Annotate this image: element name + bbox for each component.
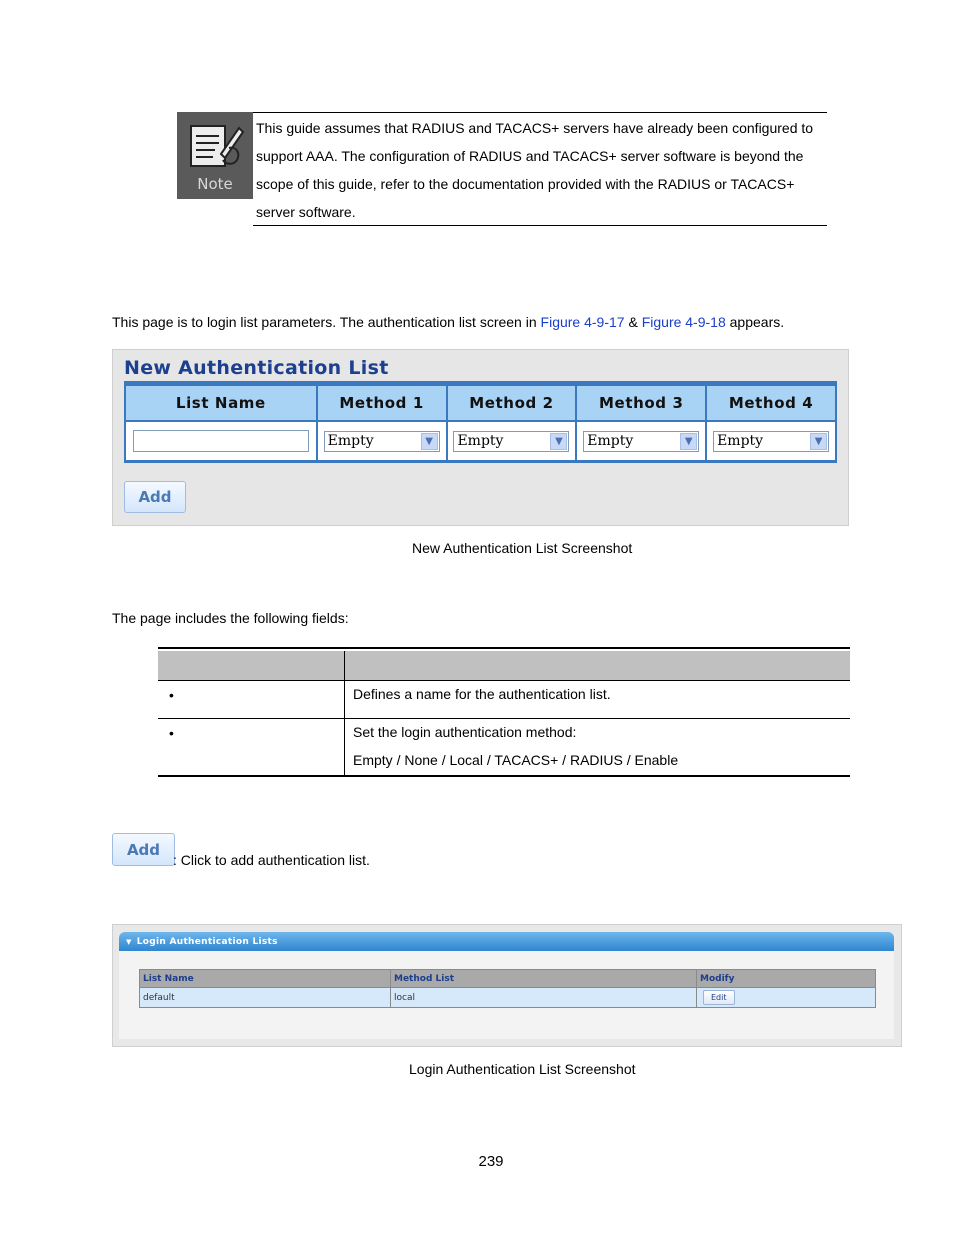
method-1-value: Empty: [327, 433, 374, 449]
note-line: server software.: [256, 204, 356, 220]
new-auth-list-table: [124, 381, 837, 463]
method-4-select[interactable]: [713, 431, 829, 452]
list-name-cell: [124, 420, 318, 460]
panel-title: Login Authentication Lists: [136, 936, 278, 947]
object-cell: [158, 719, 345, 775]
login-auth-lists-table: [139, 969, 876, 1008]
note-text: [256, 114, 826, 226]
note-line: This guide assumes that RADIUS and TACACS+ servers have already been configured to: [256, 120, 814, 136]
intro-text: This page is to login list parameters. The authentication list screen in: [112, 314, 541, 330]
note-line: support AAA. The configuration of RADIUS and TACACS+ server software is beyond the: [256, 148, 804, 164]
bullet: •: [169, 687, 174, 703]
method-3-select[interactable]: [583, 431, 699, 452]
collapse-arrow-icon[interactable]: ▼: [126, 937, 132, 946]
add-button-description: : Click to add authentication list.: [173, 852, 370, 868]
description-line: Defines a name for the authentication list.: [353, 686, 611, 702]
notepad-pen-icon: [185, 118, 245, 176]
header-object: [158, 651, 345, 680]
method-2-value: Empty: [457, 433, 504, 449]
method-3-value: Empty: [587, 433, 634, 449]
header-method-1: Method 1: [318, 386, 448, 420]
table-header-row: [124, 386, 837, 420]
panel-title: New Authentication List: [124, 357, 389, 379]
method-2-cell: [448, 420, 578, 460]
table-header-row: [140, 970, 875, 987]
edit-button[interactable]: Edit: [703, 990, 735, 1005]
page-number: 239: [478, 1153, 504, 1170]
method-1-cell: [318, 420, 448, 460]
header-list-name: List Name: [140, 970, 391, 987]
list-name-value: default: [140, 987, 391, 1007]
chevron-down-icon[interactable]: ▼: [421, 433, 438, 450]
table-input-row: [124, 420, 837, 460]
description-line: Empty / None / Local / TACACS+ / RADIUS / Enable: [353, 752, 679, 768]
note-label: Note: [197, 175, 233, 193]
chevron-down-icon[interactable]: ▼: [810, 433, 827, 450]
header-method-4: Method 4: [707, 386, 837, 420]
note-icon: [177, 112, 253, 199]
table-bottom-rule: [158, 775, 850, 777]
login-auth-lists-frame: [119, 932, 894, 1039]
note-bottom-rule: [253, 225, 827, 226]
table-row: [158, 718, 850, 775]
intro-amp: &: [624, 314, 642, 330]
login-auth-lists-titlebar[interactable]: [119, 932, 894, 951]
figure-link-4-9-17[interactable]: Figure 4-9-17: [540, 314, 625, 330]
table-row: [140, 987, 875, 1007]
header-list-name: List Name: [124, 386, 318, 420]
method-4-value: Empty: [717, 433, 764, 449]
method-list-value: local: [391, 987, 697, 1007]
description-cell: [345, 719, 850, 775]
description-line: Set the login authentication method:: [353, 724, 577, 740]
figure-caption-login-auth-list: Login Authentication List Screenshot: [409, 1061, 636, 1077]
add-button[interactable]: Add: [124, 481, 186, 513]
new-authentication-list-panel: [112, 349, 849, 526]
method-3-cell: [577, 420, 707, 460]
intro-text-end: appears.: [725, 314, 785, 330]
method-4-cell: [707, 420, 837, 460]
fields-table: [158, 647, 850, 777]
header-method-3: Method 3: [577, 386, 707, 420]
figure-link-4-9-18[interactable]: Figure 4-9-18: [641, 314, 726, 330]
header-modify: Modify: [697, 970, 875, 987]
add-button-illustration[interactable]: Add: [112, 833, 175, 866]
description-cell: [345, 681, 850, 718]
method-1-select[interactable]: [324, 431, 440, 452]
chevron-down-icon[interactable]: ▼: [680, 433, 697, 450]
header-description: [345, 651, 850, 680]
list-name-input[interactable]: [133, 430, 309, 452]
login-authentication-lists-panel: [112, 924, 902, 1047]
note-top-rule: [253, 112, 827, 113]
intro-paragraph: [112, 314, 784, 330]
bullet: •: [169, 725, 174, 741]
header-method-list: Method List: [391, 970, 697, 987]
figure-caption-new-auth-list: New Authentication List Screenshot: [412, 540, 633, 556]
fields-intro: The page includes the following fields:: [112, 610, 349, 626]
fields-table-header: [158, 651, 850, 680]
note-line: scope of this guide, refer to the documentation provided with the RADIUS or TACACS+: [256, 176, 795, 192]
chevron-down-icon[interactable]: ▼: [550, 433, 567, 450]
table-row: [158, 680, 850, 718]
modify-cell: [697, 987, 875, 1007]
method-2-select[interactable]: [453, 431, 569, 452]
object-cell: [158, 681, 345, 718]
header-method-2: Method 2: [448, 386, 578, 420]
